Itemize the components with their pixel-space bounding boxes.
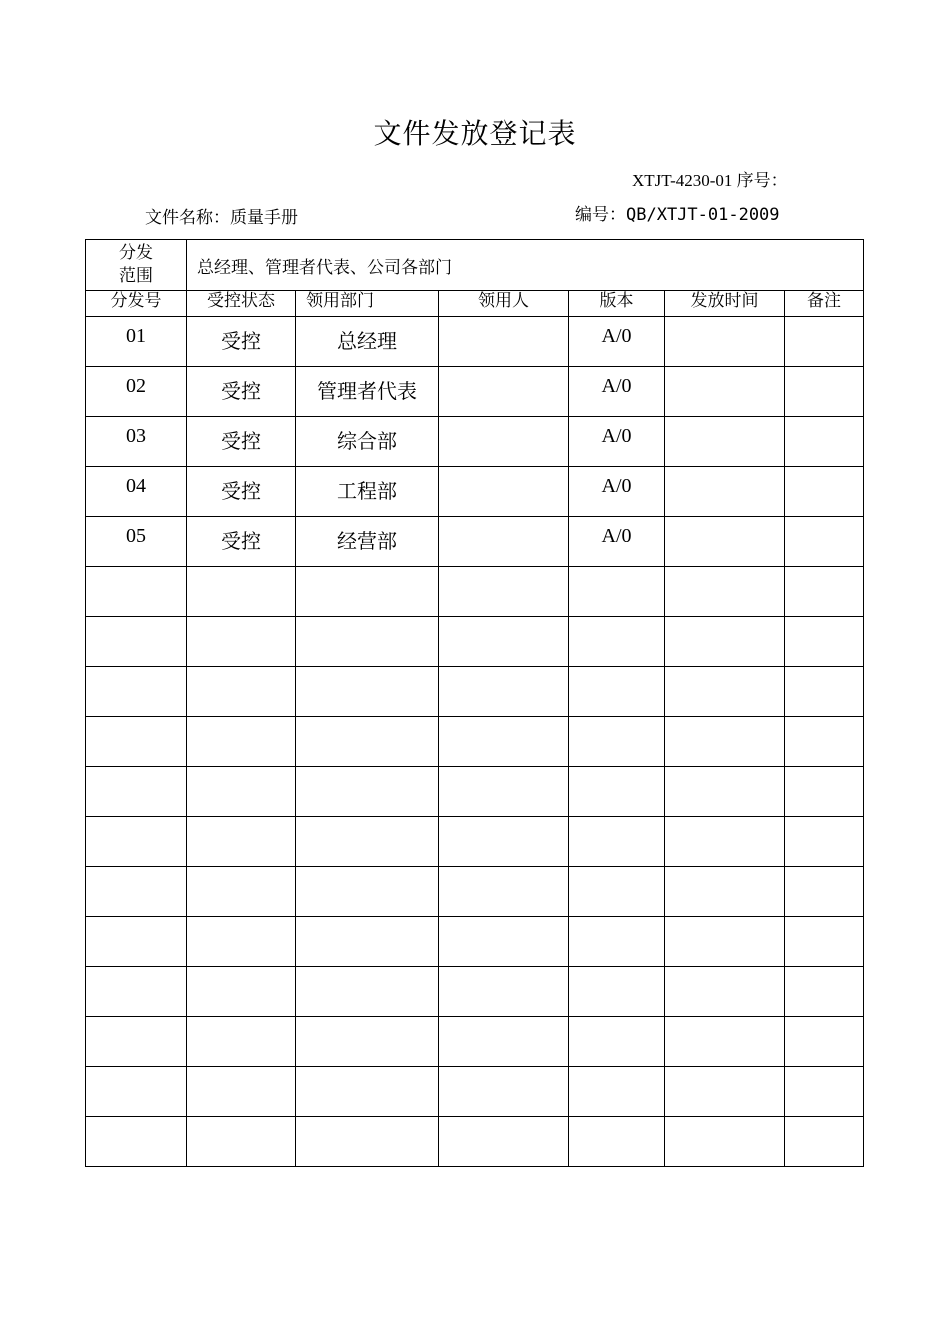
table-cell <box>439 767 569 817</box>
table-cell <box>665 767 785 817</box>
table-cell <box>785 417 864 467</box>
table-row <box>86 867 864 917</box>
table-row <box>86 417 864 467</box>
table-cell <box>86 667 187 717</box>
table-cell <box>296 917 439 967</box>
document-number-value: QB/XTJT-01-2009 <box>626 205 780 225</box>
table-cell <box>86 717 187 767</box>
table-cell: A/0 <box>569 517 665 567</box>
table-cell <box>296 1067 439 1117</box>
table-cell: 工程部 <box>296 467 439 517</box>
table-cell <box>439 617 569 667</box>
table-cell <box>296 767 439 817</box>
table-cell <box>439 967 569 1017</box>
table-cell: 04 <box>86 467 187 517</box>
table-cell <box>439 517 569 567</box>
table-cell <box>86 817 187 867</box>
table-cell: 02 <box>86 367 187 417</box>
table-cell <box>86 767 187 817</box>
table-cell: 总经理 <box>296 317 439 367</box>
table-cell <box>296 567 439 617</box>
table-cell <box>569 667 665 717</box>
table-cell <box>665 1067 785 1117</box>
table-cell <box>187 867 296 917</box>
table-row <box>86 1067 864 1117</box>
table-cell <box>86 567 187 617</box>
table-cell <box>187 917 296 967</box>
table-cell <box>665 917 785 967</box>
table-row <box>86 717 864 767</box>
table-cell: A/0 <box>569 367 665 417</box>
table-cell <box>665 1017 785 1067</box>
page-title: 文件发放登记表 <box>373 117 577 150</box>
table-cell <box>296 967 439 1017</box>
table-cell <box>439 417 569 467</box>
table-cell: 受控 <box>187 367 296 417</box>
table-cell <box>187 767 296 817</box>
table-row <box>86 817 864 867</box>
table-cell <box>296 667 439 717</box>
distribution-table <box>85 239 864 1167</box>
table-cell <box>569 717 665 767</box>
table-cell <box>569 567 665 617</box>
table-cell <box>86 967 187 1017</box>
table-cell <box>439 1017 569 1067</box>
table-cell <box>785 467 864 517</box>
table-cell <box>187 1017 296 1067</box>
table-cell <box>187 617 296 667</box>
table-row <box>86 1017 864 1067</box>
table-row <box>86 317 864 367</box>
table-cell <box>665 417 785 467</box>
table-row <box>86 917 864 967</box>
table-cell: 经营部 <box>296 517 439 567</box>
table-row <box>86 667 864 717</box>
table-row <box>86 517 864 567</box>
table-cell: 受控 <box>187 317 296 367</box>
column-header: 版本 <box>569 291 665 317</box>
table-cell <box>569 1117 665 1167</box>
table-cell <box>665 367 785 417</box>
table-cell <box>665 967 785 1017</box>
table-cell: 受控 <box>187 467 296 517</box>
table-cell: 05 <box>86 517 187 567</box>
table-cell <box>569 1067 665 1117</box>
column-header: 受控状态 <box>187 291 296 317</box>
scope-label-line1: 分发 <box>119 243 153 263</box>
table-row <box>86 1117 864 1167</box>
column-header: 领用部门 <box>296 291 439 317</box>
table-cell <box>86 917 187 967</box>
table-cell <box>296 1017 439 1067</box>
document-number-label: 编号： <box>575 205 626 225</box>
table-cell <box>665 517 785 567</box>
table-cell <box>439 667 569 717</box>
table-cell <box>569 617 665 667</box>
table-cell <box>785 967 864 1017</box>
table-row <box>86 467 864 517</box>
table-cell <box>439 317 569 367</box>
table-cell <box>439 867 569 917</box>
table-cell <box>569 817 665 867</box>
table-cell <box>785 1117 864 1167</box>
table-cell <box>187 567 296 617</box>
table-cell: A/0 <box>569 467 665 517</box>
column-header: 领用人 <box>439 291 569 317</box>
table-cell <box>439 717 569 767</box>
table-cell <box>187 967 296 1017</box>
column-header: 分发号 <box>86 291 187 317</box>
scope-label-line2: 范围 <box>119 266 153 286</box>
table-cell <box>569 917 665 967</box>
table-cell <box>439 467 569 517</box>
table-cell: 受控 <box>187 417 296 467</box>
table-cell <box>187 667 296 717</box>
table-cell <box>785 517 864 567</box>
table-cell <box>439 567 569 617</box>
table-row <box>86 967 864 1017</box>
table-cell <box>296 817 439 867</box>
table-cell <box>665 667 785 717</box>
table-cell <box>785 317 864 367</box>
table-cell <box>785 867 864 917</box>
table-cell <box>86 617 187 667</box>
form-serial: XTJT-4230-01 序号： <box>632 171 788 190</box>
table-cell <box>785 1067 864 1117</box>
table-cell <box>439 917 569 967</box>
scope-label <box>86 240 187 291</box>
table-cell <box>665 617 785 667</box>
table-cell: 受控 <box>187 517 296 567</box>
table-cell <box>569 867 665 917</box>
table-cell <box>665 1117 785 1167</box>
table-cell <box>86 1017 187 1067</box>
document-number <box>575 200 780 225</box>
table-cell <box>296 1117 439 1167</box>
header-row <box>86 291 864 317</box>
table-cell: 综合部 <box>296 417 439 467</box>
table-cell <box>86 867 187 917</box>
table-cell <box>569 967 665 1017</box>
column-header: 备注 <box>785 291 864 317</box>
table-cell <box>785 367 864 417</box>
table-cell <box>785 567 864 617</box>
document-name-label: 文件名称： <box>145 208 230 228</box>
table-cell <box>785 1017 864 1067</box>
scope-row <box>86 240 864 291</box>
table-cell <box>439 1067 569 1117</box>
table-row <box>86 617 864 667</box>
table-cell <box>665 467 785 517</box>
table-cell: 管理者代表 <box>296 367 439 417</box>
table-cell <box>187 1067 296 1117</box>
document-name-value: 质量手册 <box>230 208 298 228</box>
table-row <box>86 367 864 417</box>
table-cell <box>439 817 569 867</box>
column-header: 发放时间 <box>665 291 785 317</box>
table-cell <box>785 817 864 867</box>
table-cell <box>785 617 864 667</box>
table-cell <box>785 917 864 967</box>
table-cell <box>86 1067 187 1117</box>
table-cell <box>86 1117 187 1167</box>
table-cell <box>439 367 569 417</box>
table-cell <box>569 1017 665 1067</box>
table-cell <box>439 1117 569 1167</box>
table-cell <box>665 317 785 367</box>
table-cell <box>296 717 439 767</box>
document-name <box>145 203 298 228</box>
table-cell <box>785 717 864 767</box>
table-cell: A/0 <box>569 417 665 467</box>
table-cell <box>569 767 665 817</box>
table-cell: 03 <box>86 417 187 467</box>
table-cell <box>187 717 296 767</box>
table-cell <box>665 817 785 867</box>
table-row <box>86 767 864 817</box>
table-cell <box>785 767 864 817</box>
table-cell <box>665 867 785 917</box>
table-cell: 01 <box>86 317 187 367</box>
table-cell: A/0 <box>569 317 665 367</box>
scope-value: 总经理、管理者代表、公司各部门 <box>187 240 864 291</box>
table-cell <box>665 567 785 617</box>
table-cell <box>296 617 439 667</box>
table-cell <box>785 667 864 717</box>
table-cell <box>187 817 296 867</box>
table-cell <box>296 867 439 917</box>
table-cell <box>187 1117 296 1167</box>
table-row <box>86 567 864 617</box>
table-cell <box>665 717 785 767</box>
